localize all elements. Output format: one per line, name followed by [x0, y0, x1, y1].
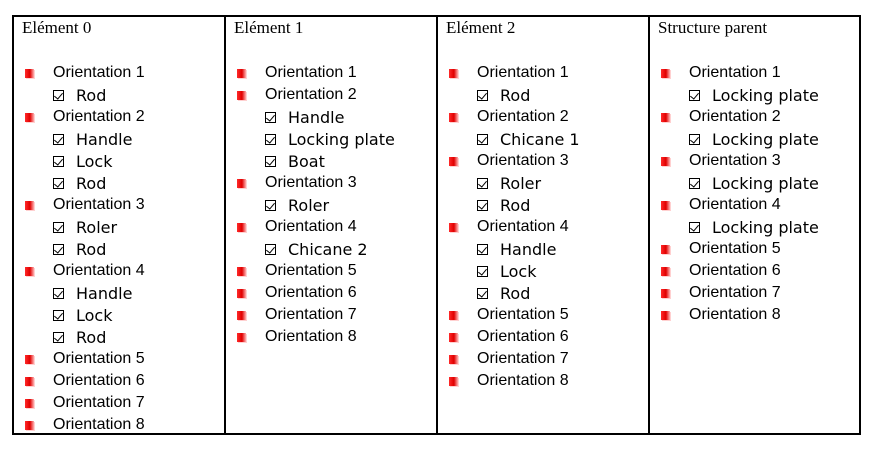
- red-square-bullet-icon: [25, 355, 34, 364]
- red-square-bullet-icon: [661, 311, 670, 320]
- orientation-label: Orientation 4: [477, 218, 569, 235]
- component-row: [438, 194, 648, 216]
- red-square-bullet-icon: [449, 333, 458, 342]
- orientation-label: Orientation 8: [477, 372, 569, 389]
- checked-box-icon: [477, 244, 488, 255]
- checked-box-icon: [477, 178, 488, 189]
- orientation-row: [226, 282, 436, 304]
- component-label: Boat: [288, 151, 325, 171]
- component-row: [226, 106, 436, 128]
- component-row: [650, 216, 859, 238]
- red-square-bullet-icon: [25, 267, 34, 276]
- component-label: Rod: [76, 239, 107, 259]
- orientation-label: Orientation 3: [689, 152, 781, 169]
- red-square-bullet-icon: [25, 421, 34, 430]
- orientation-label: Orientation 3: [265, 174, 357, 191]
- checked-box-icon: [53, 288, 64, 299]
- red-square-bullet-icon: [661, 245, 670, 254]
- component-row: [438, 238, 648, 260]
- component-label: Roler: [76, 217, 118, 237]
- column-title: Elément 0: [22, 18, 92, 37]
- orientation-label: Orientation 1: [477, 64, 569, 81]
- orientation-row: [14, 106, 224, 128]
- checked-box-icon: [689, 134, 700, 145]
- red-square-bullet-icon: [661, 113, 670, 122]
- checked-box-icon: [265, 156, 276, 167]
- component-label: Rod: [500, 283, 531, 303]
- column-title: Elément 2: [446, 18, 516, 37]
- component-label: Handle: [76, 129, 133, 149]
- orientation-label: Orientation 2: [53, 108, 145, 125]
- orientation-row: [226, 84, 436, 106]
- red-square-bullet-icon: [449, 157, 458, 166]
- component-label: Locking plate: [712, 85, 819, 105]
- red-square-bullet-icon: [25, 201, 34, 210]
- component-row: [14, 128, 224, 150]
- component-row: [438, 84, 648, 106]
- checked-box-icon: [53, 178, 64, 189]
- checked-box-icon: [53, 134, 64, 145]
- red-square-bullet-icon: [661, 69, 670, 78]
- checked-box-icon: [477, 288, 488, 299]
- orientation-row: [226, 326, 436, 348]
- checked-box-icon: [265, 112, 276, 123]
- red-square-bullet-icon: [237, 333, 246, 342]
- orientation-row: [438, 106, 648, 128]
- checked-box-icon: [477, 200, 488, 211]
- orientation-row: [650, 282, 859, 304]
- red-square-bullet-icon: [449, 377, 458, 386]
- red-square-bullet-icon: [237, 311, 246, 320]
- orientation-row: [14, 370, 224, 392]
- red-square-bullet-icon: [237, 69, 246, 78]
- component-row: [14, 172, 224, 194]
- component-row: [226, 150, 436, 172]
- orientation-row: [650, 106, 859, 128]
- red-square-bullet-icon: [449, 69, 458, 78]
- red-square-bullet-icon: [25, 399, 34, 408]
- component-label: Locking plate: [288, 129, 395, 149]
- orientation-label: Orientation 7: [265, 306, 357, 323]
- component-label: Rod: [500, 195, 531, 215]
- orientation-row: [438, 62, 648, 84]
- orientation-label: Orientation 5: [689, 240, 781, 257]
- red-square-bullet-icon: [237, 179, 246, 188]
- red-square-bullet-icon: [449, 223, 458, 232]
- component-row: [14, 304, 224, 326]
- red-square-bullet-icon: [25, 113, 34, 122]
- checked-box-icon: [53, 90, 64, 101]
- orientation-row: [14, 414, 224, 436]
- component-row: [226, 194, 436, 216]
- component-label: Chicane 2: [288, 239, 368, 259]
- orientation-label: Orientation 5: [265, 262, 357, 279]
- checked-box-icon: [477, 134, 488, 145]
- component-row: [14, 238, 224, 260]
- orientation-row: [438, 370, 648, 392]
- orientation-label: Orientation 3: [477, 152, 569, 169]
- orientation-label: Orientation 6: [477, 328, 569, 345]
- red-square-bullet-icon: [25, 69, 34, 78]
- orientation-row: [650, 238, 859, 260]
- component-row: [650, 84, 859, 106]
- component-label: Handle: [76, 283, 133, 303]
- red-square-bullet-icon: [25, 377, 34, 386]
- orientation-row: [438, 304, 648, 326]
- orientation-label: Orientation 6: [265, 284, 357, 301]
- red-square-bullet-icon: [661, 289, 670, 298]
- red-square-bullet-icon: [661, 267, 670, 276]
- orientation-label: Orientation 7: [53, 394, 145, 411]
- orientation-label: Orientation 1: [265, 64, 357, 81]
- orientation-label: Orientation 2: [477, 108, 569, 125]
- orientation-row: [650, 62, 859, 84]
- orientation-row: [438, 348, 648, 370]
- orientation-row: [14, 194, 224, 216]
- checked-box-icon: [477, 266, 488, 277]
- orientation-row: [14, 348, 224, 370]
- orientation-label: Orientation 7: [689, 284, 781, 301]
- component-row: [438, 172, 648, 194]
- orientation-label: Orientation 8: [689, 306, 781, 323]
- checked-box-icon: [689, 178, 700, 189]
- orientation-row: [14, 62, 224, 84]
- component-row: [226, 128, 436, 150]
- red-square-bullet-icon: [449, 311, 458, 320]
- component-label: Rod: [500, 85, 531, 105]
- orientation-row: [14, 392, 224, 414]
- component-label: Lock: [76, 151, 113, 171]
- red-square-bullet-icon: [661, 201, 670, 210]
- orientation-label: Orientation 2: [689, 108, 781, 125]
- component-label: Roler: [500, 173, 542, 193]
- column-title: Structure parent: [658, 18, 768, 37]
- component-row: [14, 84, 224, 106]
- component-label: Rod: [76, 85, 107, 105]
- orientation-label: Orientation 7: [477, 350, 569, 367]
- component-row: [14, 282, 224, 304]
- orientation-row: [650, 150, 859, 172]
- orientation-label: Orientation 5: [477, 306, 569, 323]
- component-row: [14, 150, 224, 172]
- component-row: [14, 216, 224, 238]
- orientation-row: [226, 304, 436, 326]
- component-label: Lock: [500, 261, 537, 281]
- component-label: Locking plate: [712, 173, 819, 193]
- orientation-label: Orientation 1: [689, 64, 781, 81]
- orientation-row: [226, 172, 436, 194]
- component-row: [650, 128, 859, 150]
- red-square-bullet-icon: [237, 267, 246, 276]
- orientation-row: [650, 194, 859, 216]
- orientation-label: Orientation 6: [53, 372, 145, 389]
- column-2: [438, 17, 650, 433]
- column-title: Elément 1: [234, 18, 304, 37]
- red-square-bullet-icon: [237, 223, 246, 232]
- orientation-row: [438, 326, 648, 348]
- orientation-label: Orientation 5: [53, 350, 145, 367]
- checked-box-icon: [265, 134, 276, 145]
- checked-box-icon: [53, 332, 64, 343]
- component-label: Locking plate: [712, 129, 819, 149]
- checked-box-icon: [53, 310, 64, 321]
- column-1: [226, 17, 438, 433]
- checked-box-icon: [265, 244, 276, 255]
- orientation-label: Orientation 4: [265, 218, 357, 235]
- component-row: [650, 172, 859, 194]
- orientation-row: [226, 62, 436, 84]
- red-square-bullet-icon: [661, 157, 670, 166]
- orientation-label: Orientation 6: [689, 262, 781, 279]
- orientation-row: [650, 260, 859, 282]
- component-row: [226, 238, 436, 260]
- red-square-bullet-icon: [449, 113, 458, 122]
- orientation-row: [14, 260, 224, 282]
- checked-box-icon: [265, 200, 276, 211]
- orientation-label: Orientation 3: [53, 196, 145, 213]
- orientation-row: [226, 216, 436, 238]
- checked-box-icon: [689, 222, 700, 233]
- orientation-row: [438, 150, 648, 172]
- orientation-row: [650, 304, 859, 326]
- red-square-bullet-icon: [449, 355, 458, 364]
- orientation-label: Orientation 2: [265, 86, 357, 103]
- component-label: Rod: [76, 173, 107, 193]
- component-label: Rod: [76, 327, 107, 347]
- component-label: Lock: [76, 305, 113, 325]
- red-square-bullet-icon: [237, 289, 246, 298]
- checked-box-icon: [53, 244, 64, 255]
- column-3: [650, 17, 859, 433]
- orientation-label: Orientation 1: [53, 64, 145, 81]
- orientation-label: Orientation 8: [265, 328, 357, 345]
- checked-box-icon: [477, 90, 488, 101]
- orientation-label: Orientation 8: [53, 416, 145, 433]
- orientation-row: [226, 260, 436, 282]
- component-row: [438, 282, 648, 304]
- component-row: [14, 326, 224, 348]
- orientation-label: Orientation 4: [689, 196, 781, 213]
- component-label: Handle: [500, 239, 557, 259]
- red-square-bullet-icon: [237, 91, 246, 100]
- component-label: Handle: [288, 107, 345, 127]
- column-0: [14, 17, 226, 433]
- component-row: [438, 128, 648, 150]
- component-label: Chicane 1: [500, 129, 580, 149]
- checked-box-icon: [53, 156, 64, 167]
- orientation-row: [438, 216, 648, 238]
- component-row: [438, 260, 648, 282]
- checked-box-icon: [689, 90, 700, 101]
- checked-box-icon: [53, 222, 64, 233]
- component-label: Locking plate: [712, 217, 819, 237]
- orientation-label: Orientation 4: [53, 262, 145, 279]
- component-label: Roler: [288, 195, 330, 215]
- element-table: [12, 15, 861, 435]
